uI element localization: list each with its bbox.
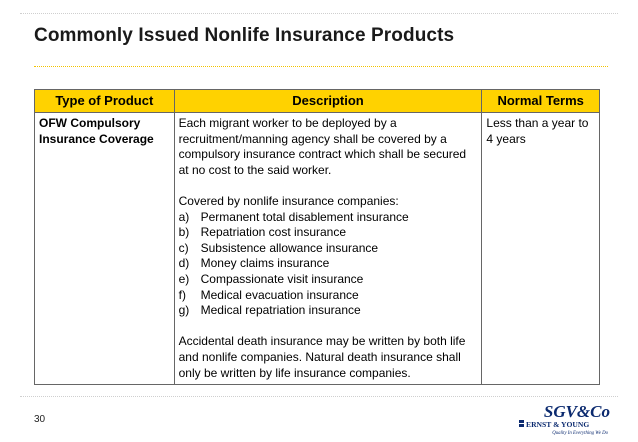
page-number: 30 [34,414,46,425]
list-item [179,225,478,241]
logo-name: SGV&Co [543,402,610,421]
list-marker: a) [178,209,190,224]
list-marker: c) [178,240,189,255]
coverage-intro: Covered by nonlife insurance companies: [178,193,399,208]
footer-divider [20,396,618,397]
sgv-ernst-young-logo [507,402,611,436]
list-item-text: Money claims insurance [200,256,330,271]
header-type-of-product: Type of Product [35,90,175,113]
product-name: OFW Compulsory Insurance Coverage [39,116,154,146]
list-item [179,241,478,257]
list-item [179,210,478,226]
coverage-list [179,210,478,319]
top-divider [20,13,618,14]
cell-normal-terms: Less than a year to 4 years [482,113,600,385]
list-item [179,303,478,319]
title-divider [34,66,608,67]
header-description: Description [174,90,482,113]
list-item-text: Medical evacuation insurance [200,287,359,302]
list-marker: f) [178,287,186,302]
list-marker: d) [178,256,190,271]
list-item-text: Compassionate visit insurance [200,271,364,286]
list-item-text: Subsistence allowance insurance [200,240,379,255]
list-item-text: Repatriation cost insurance [200,225,347,240]
list-item-text: Permanent total disablement insurance [200,209,409,224]
header-normal-terms: Normal Terms [482,90,600,113]
list-marker: e) [178,271,190,286]
table-header-row [35,90,600,113]
description-note: Accidental death insurance may be written by both life and nonlife companies. Natural death insurance shall only be written by life insurance companies. [178,334,466,380]
cell-type-of-product [35,113,175,385]
cell-description [174,113,482,385]
logo-firm: ERNST & YOUNG [526,420,590,429]
table-row [35,113,600,385]
products-table [34,89,600,385]
list-marker: b) [178,225,190,240]
list-item [179,256,478,272]
list-item-text: Medical repatriation insurance [200,303,361,318]
description-intro: Each migrant worker to be deployed by a recruitment/manning agency shall be covered by a compulsory insurance contract which shall be secured at no cost to the said worker. [178,116,467,177]
list-marker: g) [178,303,190,318]
slide-title: Commonly Issued Nonlife Insurance Products [34,25,455,46]
logo-tagline: Quality In Everything We Do [552,431,608,436]
list-item [179,272,478,288]
list-item [179,288,478,304]
